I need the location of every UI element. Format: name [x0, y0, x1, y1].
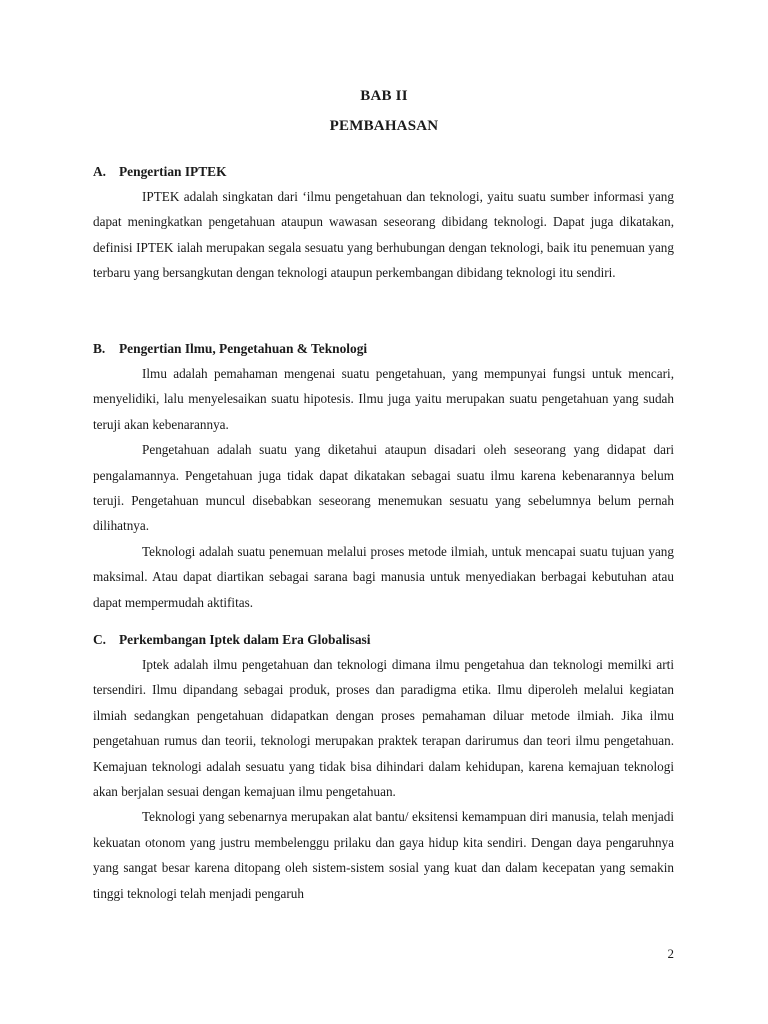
section-c-title	[93, 627, 674, 652]
chapter-heading: BAB II	[360, 88, 408, 104]
section-c-paragraph-2: Teknologi yang sebenarnya merupakan alat bantu/ eksitensi kemampuan diri manusia, telah menjadi kekuatan otonom yang justru membelenggu prilaku dan gaya hidup kita sendiri. Dengan daya pengaruhnya yang sangat besar karena ditopang oleh sistem-sistem sosial yang kuat dan dalam kecepatan yang semakin tinggi teknologi telah menjadi pengaruh	[93, 809, 674, 901]
page-number: 2	[667, 946, 674, 961]
section-a-paragraph-1: IPTEK adalah singkatan dari ‘ilmu pengetahuan dan teknologi, yaitu suatu sumber informasi yang dapat meningkatkan pengetahuan ataupun wawasan seseorang dibidang teknologi. Dapat juga dikatakan, definisi IPTEK ialah merupakan segala sesuatu yang berhubungan dengan teknologi, baik itu penemuan yang terbaru yang bersangkutan dengan teknologi ataupun perkembangan dibidang teknologi itu sendiri.	[93, 189, 674, 281]
section-a-letter: A.	[93, 164, 107, 179]
section-c-paragraph-1: Iptek adalah ilmu pengetahuan dan teknologi dimana ilmu pengetahua dan teknologi memilki arti tersendiri. Ilmu dipandang sebagai produk, proses dan paradigma etika. Ilmu diperoleh melalui kegiatan ilmiah sedangkan pengetahuan didapatkan dengan proses pemahaman diluar metode ilmiah. Jika ilmu pengetahuan rumus dan teorii, teknologi merupakan praktek terapan darirumus dan teori ilmu pengetahuan. Kemajuan teknologi adalah sesuatu yang tidak bisa dihindari dalam kehidupan, karena kemajuan teknologi akan berjalan sesuai dengan kemajuan ilmu pengetahuan.	[93, 657, 674, 800]
chapter-title: PEMBAHASAN	[329, 118, 439, 134]
section-b-paragraph-2: Pengetahuan adalah suatu yang diketahui ataupun disadari oleh seseorang yang didapat dari pengalamannya. Pengetahuan juga tidak dapat dikatakan sebagai suatu ilmu karena kebenarannya belum teruji. Pengetahuan muncul disebabkan seseorang menemukan sesuatu yang sebelumnya belum pernah dilihatnya.	[93, 442, 674, 534]
section-b-title-text: Pengertian Ilmu, Pengetahuan & Teknologi	[119, 341, 368, 356]
section-b-letter: B.	[93, 341, 106, 356]
section-b-paragraph-3: Teknologi adalah suatu penemuan melalui proses metode ilmiah, untuk mencapai suatu tujuan yang maksimal. Atau dapat diartikan sebagai sarana bagi manusia untuk menyediakan berbagai kebutuhan atau dapat mempermudah aktifitas.	[93, 543, 674, 610]
section-a-title	[93, 159, 674, 184]
section-a-title-text: Pengertian IPTEK	[119, 164, 227, 179]
section-b	[93, 336, 674, 615]
section-c-letter: C.	[93, 632, 107, 647]
section-b-paragraph-1: Ilmu adalah pemahaman mengenai suatu pengetahuan, yang mempunyai fungsi untuk mencari, menyelidiki, lalu menyelesaikan suatu hipotesis. Ilmu juga yaitu merupakan suatu pengetahuan yang sudah teruji akan kebenarannya.	[93, 366, 674, 432]
section-c-title-text: Perkembangan Iptek dalam Era Globalisasi	[119, 632, 371, 647]
section-c	[93, 627, 674, 906]
section-b-title	[93, 336, 674, 361]
section-a	[93, 159, 674, 286]
